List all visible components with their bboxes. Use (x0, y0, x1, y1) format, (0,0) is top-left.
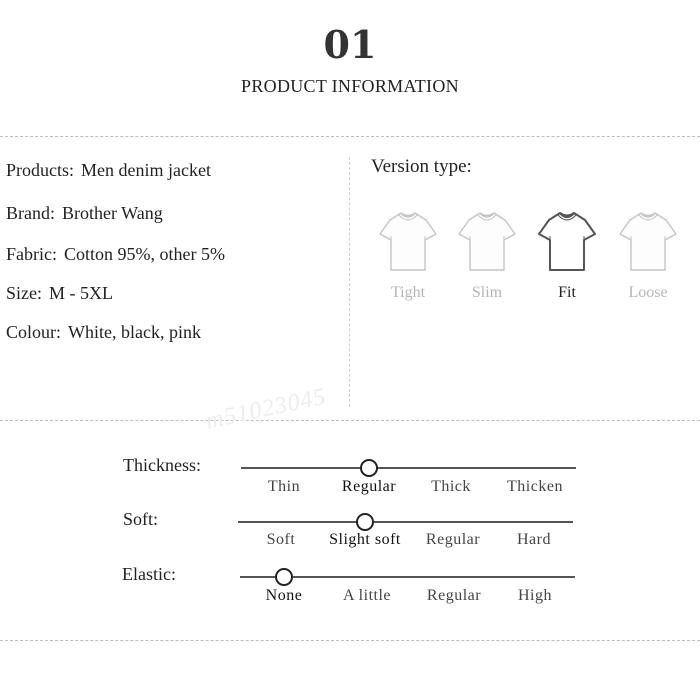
version-type-label: Version type: (371, 156, 472, 177)
version-option-slim[interactable]: Slim (471, 284, 503, 301)
soft-slider-knob[interactable] (356, 513, 374, 531)
info-size-label: Size: (6, 283, 42, 303)
info-products-label: Products: (6, 160, 75, 180)
section-number: 01 (323, 22, 377, 67)
soft-option-regular[interactable]: Regular (425, 531, 481, 548)
thickness-label: Thickness: (123, 455, 201, 475)
thickness-slider-knob[interactable] (360, 459, 378, 477)
version-option-fit[interactable]: Fit (558, 284, 576, 301)
info-brand-label: Brand: (6, 203, 55, 223)
divider-vertical (349, 157, 350, 407)
elastic-option-high[interactable]: High (518, 587, 552, 604)
soft-option-soft[interactable]: Soft (266, 531, 296, 548)
thickness-slider-track[interactable] (241, 467, 576, 469)
soft-option-hard[interactable]: Hard (517, 531, 551, 548)
elastic-option-none[interactable]: None (265, 587, 303, 604)
soft-label: Soft: (123, 509, 159, 529)
version-option-tight[interactable]: Tight (390, 284, 426, 301)
thickness-option-regular[interactable]: Regular (341, 478, 397, 495)
elastic-option-a-little[interactable]: A little (343, 587, 391, 604)
info-fabric-value: Cotton 95%, other 5% (64, 244, 225, 264)
info-brand (6, 203, 163, 224)
divider-top (0, 136, 700, 137)
thickness-option-thicken[interactable]: Thicken (507, 478, 563, 495)
info-colour (6, 322, 201, 343)
info-products (6, 160, 211, 181)
info-brand-value: Brother Wang (62, 203, 163, 223)
soft-slider-track[interactable] (238, 521, 573, 523)
tshirt-loose-icon (616, 206, 680, 274)
divider-middle (0, 420, 700, 421)
info-colour-label: Colour: (6, 322, 62, 342)
info-products-value: Men denim jacket (81, 160, 211, 180)
thickness-option-thin[interactable]: Thin (267, 478, 301, 495)
watermark: m51023045 (203, 383, 329, 435)
info-colour-value: White, black, pink (68, 322, 201, 342)
tshirt-tight-icon (376, 206, 440, 274)
elastic-option-regular[interactable]: Regular (426, 587, 482, 604)
thickness-option-thick[interactable]: Thick (431, 478, 471, 495)
info-fabric (6, 244, 225, 265)
section-title: PRODUCT INFORMATION (241, 76, 459, 96)
tshirt-slim-icon (455, 206, 519, 274)
tshirt-fit-icon (535, 206, 599, 274)
soft-option-slight-soft[interactable]: Slight soft (329, 531, 401, 548)
info-size (6, 283, 113, 304)
version-option-loose[interactable]: Loose (628, 284, 668, 301)
divider-bottom (0, 640, 700, 641)
elastic-label: Elastic: (122, 564, 176, 584)
elastic-slider-knob[interactable] (275, 568, 293, 586)
info-fabric-label: Fabric: (6, 244, 57, 264)
info-size-value: M - 5XL (49, 283, 113, 303)
